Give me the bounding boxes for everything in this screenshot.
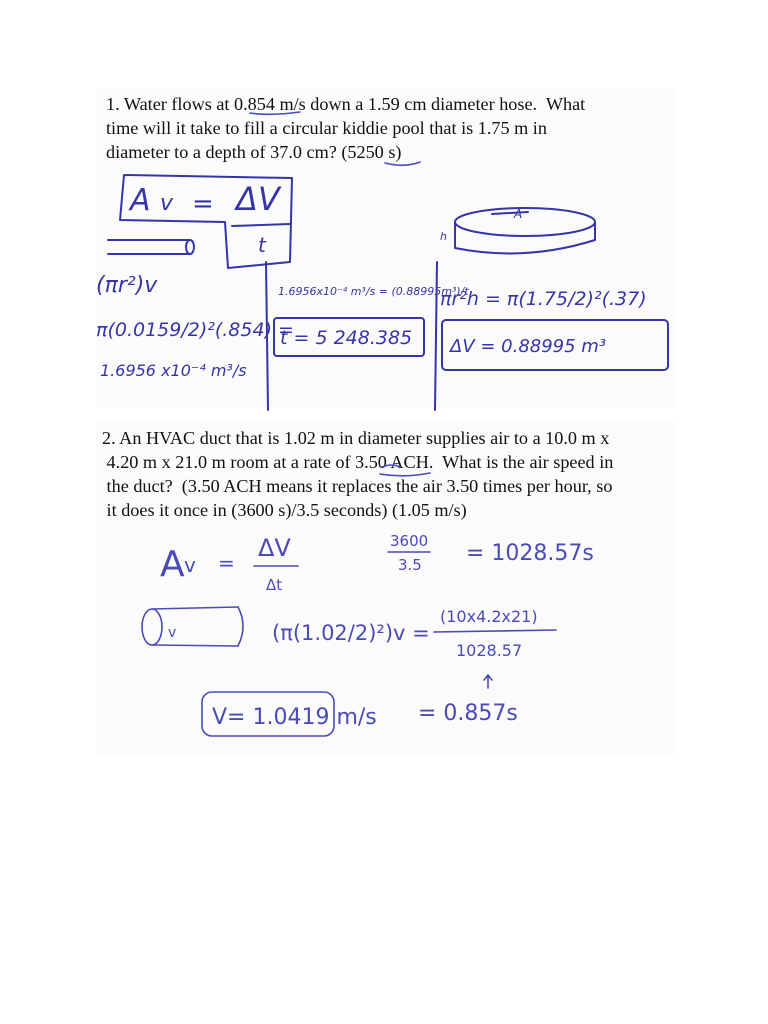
hw-text: Δt [266, 576, 283, 594]
hw-text: ΔV [258, 534, 291, 562]
hw-text: πr²h = π(1.75/2)²(.37) [440, 288, 647, 310]
problem-1-line: time will it take to fill a circular kiddie pool that is 1.75 m in [106, 118, 547, 138]
hw-text: 1.6956x10⁻⁴ m³/s = (0.88995m³)/t [278, 285, 469, 298]
hw-text: = 1028.57s [466, 541, 594, 566]
hw-text: v [184, 553, 196, 577]
hw-text: h [440, 230, 447, 243]
hw-text: v [168, 625, 177, 641]
hw-text: 3.5 [398, 556, 422, 574]
hw-text: t = 5 248.385 [280, 327, 413, 349]
problem-2-line: it does it once in (3600 s)/3.5 seconds) (1.05 m/s) [102, 500, 467, 520]
hw-text: t [258, 233, 266, 257]
hw-text: A [130, 183, 151, 218]
hw-text: 1.6956 x10⁻⁴ m³/s [100, 361, 247, 380]
problem-2-line: the duct? (3.50 ACH means it replaces the air 3.50 times per hour, so [102, 476, 613, 496]
hw-text: A [160, 544, 185, 585]
problem-1-line: 1. Water flows at 0.854 m/s down a 1.59 cm diameter hose. What [106, 94, 586, 114]
hw-text: 3600 [390, 532, 429, 550]
hw-text: ΔV [236, 180, 280, 218]
problem-2-text [102, 426, 613, 522]
hw-text: ΔV = 0.88995 m³ [450, 336, 607, 357]
problem-2-line: 2. An HVAC duct that is 1.02 m in diameter supplies air to a 10.0 m x [102, 428, 610, 448]
problem-2-line: 4.20 m x 21.0 m room at a rate of 3.50 ACH. What is the air speed in [102, 452, 614, 472]
problem-1-text [106, 92, 585, 164]
hw-text: (π(1.02/2)²)v = [272, 621, 430, 645]
hw-text: A [514, 207, 523, 221]
hw-text: = [218, 551, 235, 575]
hw-text: V= 1.0419 m/s [212, 705, 377, 730]
problem-1-line: diameter to a depth of 37.0 cm? (5250 s) [106, 142, 402, 162]
hw-text: π(0.0159/2)²(.854) = [96, 319, 294, 341]
hw-text: (10x4.2x21) [440, 607, 538, 626]
hw-text: = 0.857s [418, 701, 518, 726]
hw-text: = [192, 189, 214, 219]
hw-text: v [160, 191, 174, 216]
hw-text: (πr²)v [96, 273, 158, 298]
hw-text: 1028.57 [456, 641, 523, 660]
